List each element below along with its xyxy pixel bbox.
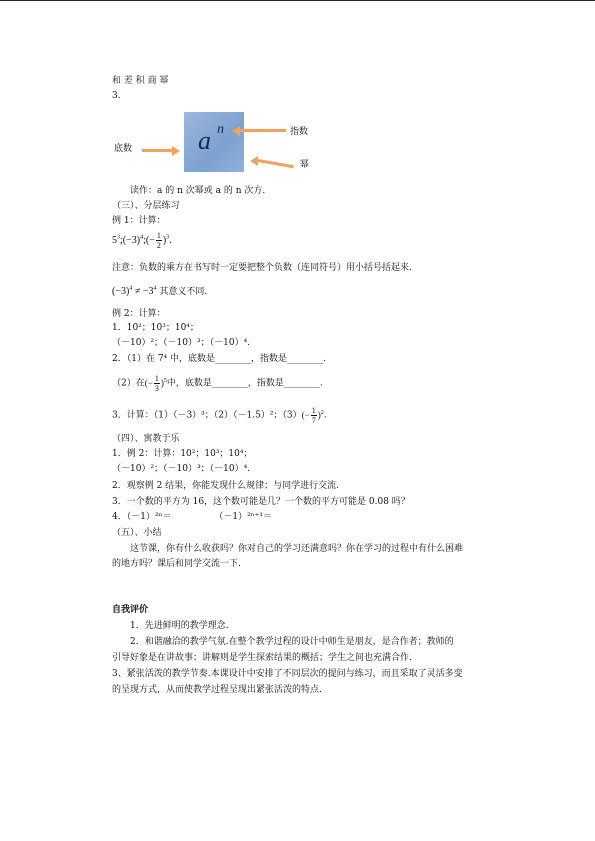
exponent-arrow-shaft [240, 129, 286, 132]
fraction-one-third: $\frac{1}{3}$ [154, 374, 159, 393]
section5-heading: （五）、小结 [112, 528, 162, 538]
word-row: 和 差 积 商 幂 [112, 76, 169, 86]
exponent-label: 指数 [290, 127, 309, 137]
evaluation-line5: 的呈现方式，从而使教学过程呈现出紧张活泼的特点. [112, 685, 322, 695]
power-symbol-box [184, 112, 244, 172]
evaluation-line4: 3、紧张活泼的教学节奏.本课设计中安排了不同层次的提问与练习，而且采取了灵活多变 [112, 669, 463, 679]
section4-line4: 3．一个数的平方为 16，这个数可能是几？一个数的平方可能是 0.08 吗？ [112, 497, 410, 507]
section4-line2: （－10）²；（－10）³；（－10）⁴. [112, 464, 251, 474]
power-odd-expression: （－1）²ⁿ⁺¹＝ [214, 512, 272, 522]
compare-expression: $(-3)^4 \ne -3^4$ [112, 285, 157, 297]
example2-line1: 1．10²；10³；10⁴； [112, 323, 199, 333]
q3-expression: (− $\frac{1}{7}$ )$^2$ [301, 406, 324, 425]
power-base-symbol: a [198, 126, 211, 155]
page-top-rule [0, 0, 595, 1]
fraction-one-seventh: $\frac{1}{7}$ [311, 406, 316, 425]
power-label: 幂 [300, 160, 310, 170]
q2b-expression: (− $\frac{1}{3}$ )$^5$ [144, 374, 167, 393]
power-even-expression: 4．（－1）²ⁿ＝ [112, 512, 172, 522]
section4-heading: （四）、寓教于乐 [112, 434, 180, 444]
base-arrow-shaft [142, 149, 172, 152]
power-arrow-shaft [258, 159, 294, 168]
evaluation-line1: 1．先进鲜明的教学理念. [130, 621, 229, 631]
power-exponent-symbol: n [217, 122, 224, 137]
power-arrow-head [250, 156, 258, 166]
section4-line3: 2．观察例 2 结果，你能发现什么规律；与同学进行交流. [112, 481, 340, 491]
power-diagram [110, 110, 410, 180]
section4-line1: 1．例 2：计算：10²；10³；10⁴； [112, 449, 253, 459]
self-evaluation-heading: 自我评价 [112, 605, 149, 615]
example2-label: 例 2：计算： [112, 309, 166, 319]
base-label: 底数 [114, 144, 133, 154]
section3-heading: （三）、分层练习 [112, 201, 180, 211]
example1-label: 例 1：计算： [112, 216, 166, 226]
evaluation-line3: 引导好象是在讲故事；讲解则是学生探索结果的概括；学生之间也充满合作. [112, 653, 412, 663]
note-line: 注意：负数的乘方在书写时一定要把整个负数（连同符号）用小括号括起来. [112, 263, 412, 273]
summary-line1: 这节课，你有什么收获吗？你对自己的学习还满意吗？你在学习的过程中有什么困难 [130, 544, 464, 554]
example2-question2b [112, 374, 323, 393]
fraction-one-half: $\frac{1}{2}$ [156, 231, 161, 250]
compare-line [112, 286, 207, 298]
compare-tail: 其意义不同. [159, 287, 208, 297]
q3-prefix: 3．计算：（1）（－3）³；（2）（－1.5）²；（3） [112, 410, 302, 421]
example1-expression: $5^3;(-3)^4;(-$ $\frac{1}{2}$ )$^3$. [112, 231, 172, 250]
example2-question2: 2．（1）在 7⁴ 中，底数是________，指数是________. [112, 354, 326, 364]
base-arrow-head [172, 146, 180, 156]
summary-line2: 的地方吗？课后和同学交流一下. [112, 559, 241, 569]
example2-line2: （－10）²；（－10）³；（－10）⁴. [112, 338, 251, 348]
exponent-arrow-head [232, 126, 240, 136]
q2b-prefix: （2）在 [112, 378, 145, 389]
q2b-suffix: 中，底数是________，指数是________. [166, 378, 323, 389]
q3-suffix: . [323, 410, 327, 421]
example2-question3 [112, 406, 327, 425]
section4-line5 [112, 511, 272, 523]
reading-line: 读作：a 的 n 次幂或 a 的 n 次方. [130, 186, 266, 196]
item-3-label: 3. [112, 91, 121, 101]
evaluation-line2: 2．和谐融洽的教学气氛.在整个教学过程的设计中师生是朋友，是合作者；教师的 [130, 637, 454, 647]
